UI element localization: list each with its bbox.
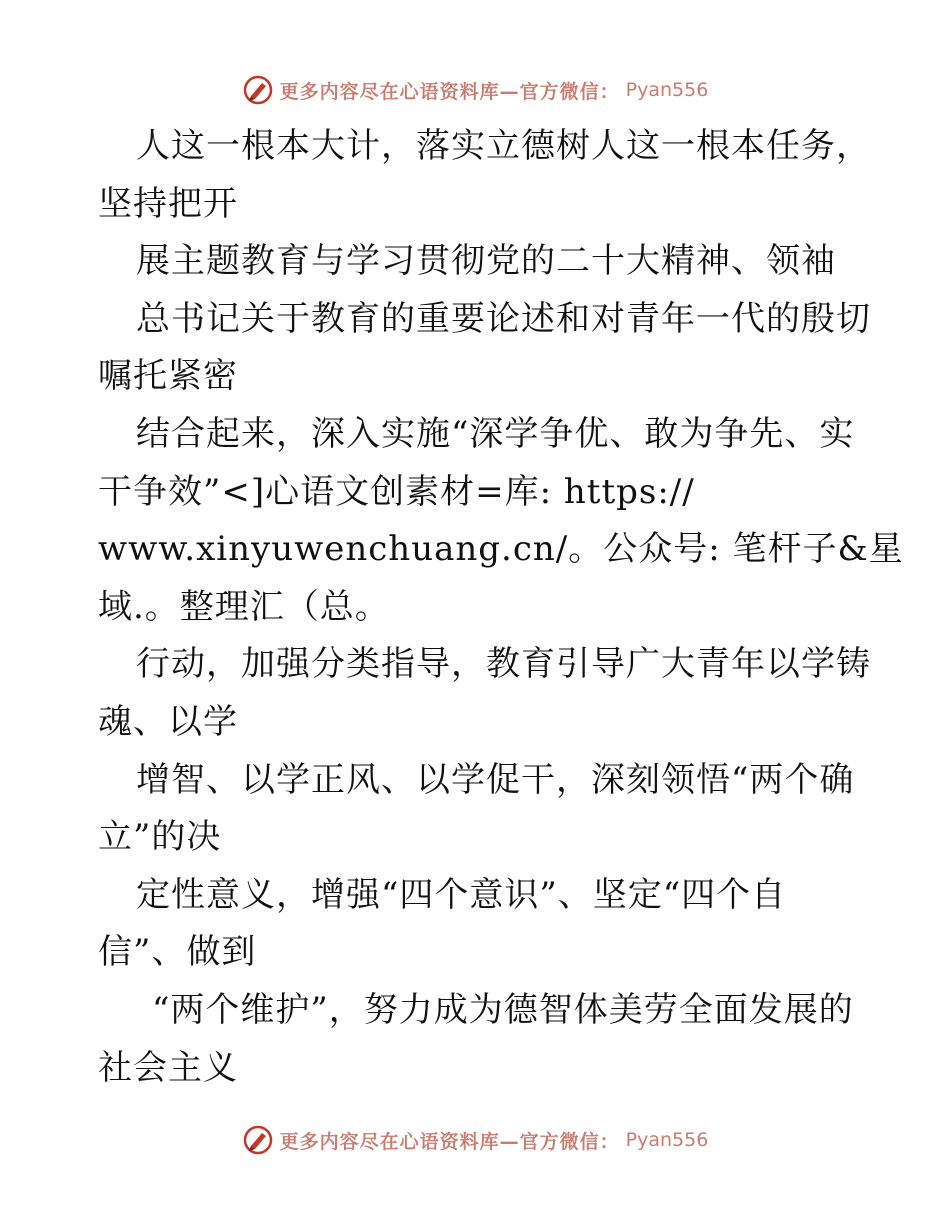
- text-line: 嘱托紧密: [98, 356, 238, 397]
- watermark-wechat-id: Pyan556: [625, 79, 709, 101]
- watermark-text: 更多内容尽在心语资料库—官方微信：: [279, 1130, 620, 1153]
- text-line: 行动，加强分类指导，教育引导广大青年以学铸: [136, 644, 871, 685]
- pen-logo-icon: [242, 74, 274, 106]
- text-line: 定性意义，增强“四个意识”、坚定“四个自: [136, 874, 787, 915]
- text-line: 结合起来，深入实施“深学争优、敢为争先、实: [136, 413, 855, 454]
- pen-logo-icon: [242, 1124, 274, 1156]
- footer-watermark: [0, 1120, 950, 1160]
- text-line: www.xinyuwenchuang.cn/。公众号: 笔杆子&星: [98, 529, 904, 570]
- text-line: 增智、以学正风、以学促干，深刻领悟“两个确: [136, 759, 855, 800]
- text-line: 社会主义: [98, 1047, 238, 1088]
- document-body: [98, 118, 904, 1097]
- watermark-wechat-id: Pyan556: [625, 1129, 709, 1151]
- text-line: 人这一根本大计，落实立德树人这一根本任务，: [136, 126, 871, 166]
- text-line: 信”、做到: [98, 932, 257, 973]
- text-line: 魂、以学: [98, 701, 238, 742]
- header-watermark: [0, 70, 950, 110]
- text-line: 总书记关于教育的重要论述和对青年一代的殷切: [136, 298, 871, 339]
- text-line: 干争效”<]心语文创素材=库: https://: [98, 471, 695, 512]
- watermark-text: 更多内容尽在心语资料库—官方微信：: [279, 80, 620, 103]
- text-line: 展主题教育与学习贯彻党的二十大精神、领袖: [136, 241, 836, 282]
- text-line: “两个维护”，努力成为德智体美劳全面发展的: [152, 989, 854, 1030]
- text-line: 域.。整理汇（总。: [98, 586, 390, 627]
- text-line: 立”的决: [98, 817, 222, 858]
- text-line: 坚持把开: [98, 183, 238, 224]
